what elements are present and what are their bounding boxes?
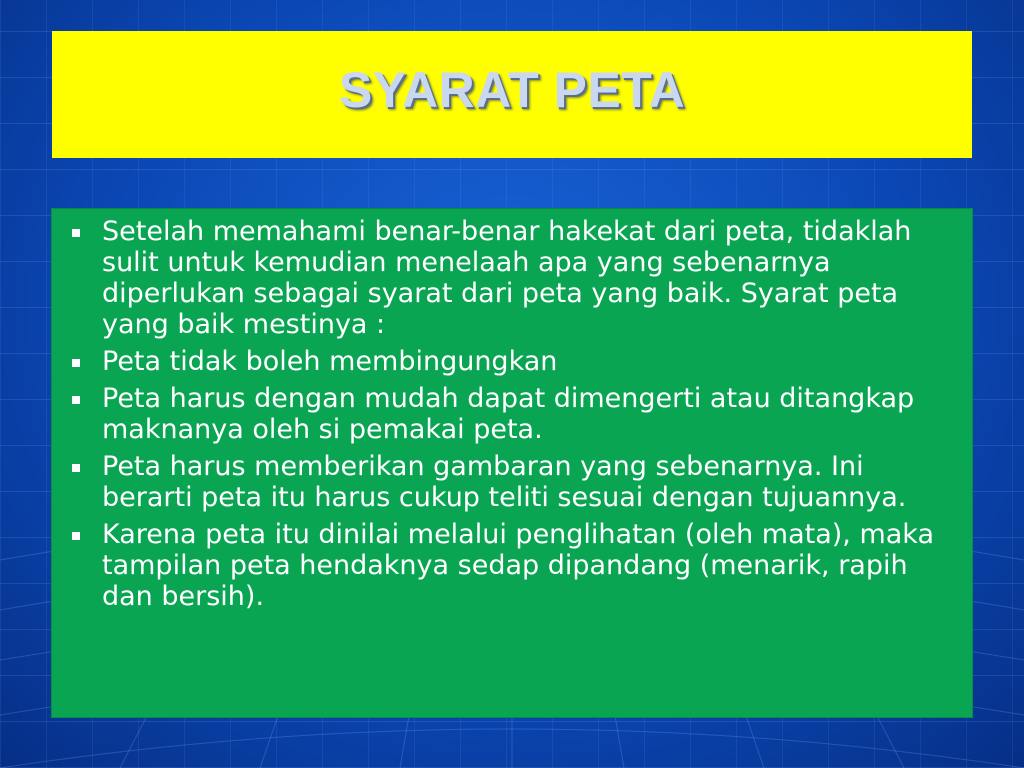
bullet-item: [70, 216, 952, 340]
bullet-text: Setelah memahami benar-benar hakekat dari peta, tidaklah sulit untuk kemudian menelaah apa yang sebenarnya diperlukan sebagai syarat dari peta yang baik. Syarat peta yang baik mestinya :: [102, 216, 912, 340]
bullet-item: [70, 383, 952, 445]
bullet-item: [70, 519, 952, 612]
content-box: [51, 208, 973, 718]
bullet-text: Peta harus memberikan gambaran yang sebenarnya. Ini berarti peta itu harus cukup teliti sesuai dengan tujuannya.: [102, 451, 907, 513]
bullet-text: Peta harus dengan mudah dapat dimengerti atau ditangkap maknanya oleh si pemakai peta.: [102, 383, 915, 445]
bullet-text: Peta tidak boleh membingungkan: [102, 346, 558, 377]
bullet-item: [70, 346, 952, 377]
square-bullet-icon: [72, 464, 80, 472]
slide-title: SYARAT PETA: [338, 61, 686, 118]
square-bullet-icon: [72, 532, 80, 540]
bullet-list: [70, 216, 952, 612]
square-bullet-icon: [72, 229, 80, 237]
bullet-text: Karena peta itu dinilai melalui penglihatan (oleh mata), maka tampilan peta hendaknya sedap dipandang (menarik, rapih dan bersih).: [102, 519, 935, 612]
square-bullet-icon: [72, 359, 80, 367]
square-bullet-icon: [72, 396, 80, 404]
bullet-item: [70, 451, 952, 513]
title-box: [52, 31, 972, 158]
